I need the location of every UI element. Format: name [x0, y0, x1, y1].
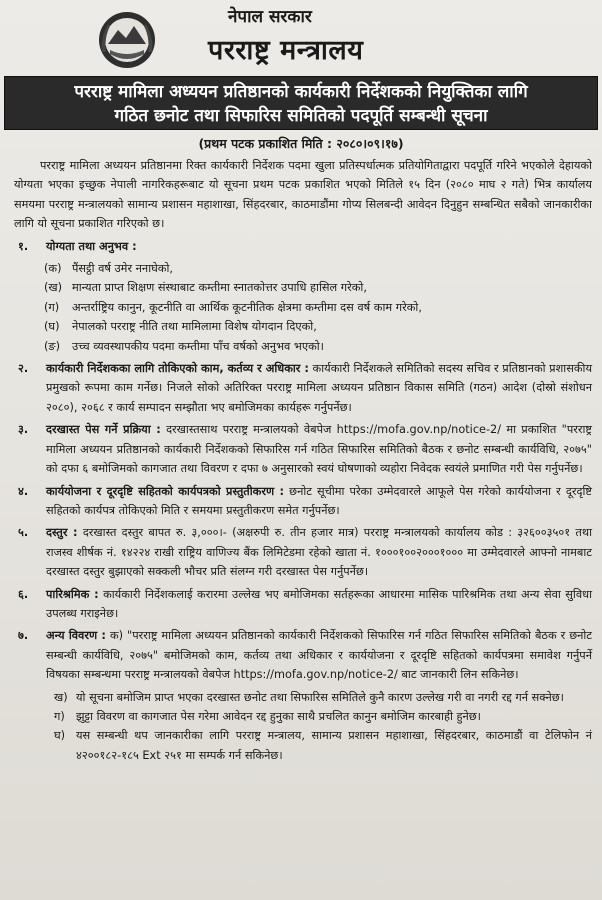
section-qualifications: [14, 237, 592, 256]
intro-paragraph: परराष्ट्र मामिला अध्ययन प्रतिष्ठानमा रिक्त कार्यकारी निर्देशक पदमा खुला प्रतिस्पर्धात्मक प्रतियोगिताद्वारा पदपूर्ति गरिने भएकोले देहायको योग्यता भएका इच्छुक नेपाली नागरिकहरूबाट यो सूचना प्रथम पटक प्रकाशित भएको मितिले १५ दिन (२०८० माघ २ गते) भित्र कार्यालय समयमा परराष्ट्र मन्त्रालयको सामान्य प्रशासन महाशाखा, सिंहदरबार, काठमाडौंमा गोप्य सिलबन्दी आवेदन दिनुहुन सम्बन्धित सबैको जानकारीका लागि यो सूचना प्रकाशित गरिएको छ।: [14, 159, 592, 231]
section-other-details: [14, 626, 592, 684]
section-number: ६.: [18, 587, 29, 601]
list-item: [14, 278, 592, 297]
list-item: [14, 337, 592, 356]
item-label: घ): [54, 729, 66, 743]
notice-title-line-1: परराष्ट्र मामिला अध्ययन प्रतिष्ठानको कार्यकारी निर्देशकको नियुक्तिका लागि: [74, 82, 528, 102]
list-item: [14, 259, 592, 278]
item-text: उच्च व्यवस्थापकीय पदमा कम्तीमा पाँच वर्षको अनुभव भएको।: [72, 339, 324, 353]
list-item: [14, 707, 592, 726]
section-application-process: [14, 420, 592, 478]
section-heading: पारिश्रमिक :: [46, 587, 99, 601]
section-text: छनोट सूचीमा परेका उम्मेदवारले आफूले पेस गरेको कार्ययोजना र दूरदृष्टि सहितको कार्यपत्र तोकिएको मिति र समयमा प्रस्तुतीकरण समेत गर्नुपर्नेछ।: [46, 484, 592, 517]
item-label: (ङ): [44, 339, 61, 353]
section-duties: [14, 359, 592, 417]
notice-title-banner: [4, 76, 598, 130]
section-text: कार्यकारी निर्देशकलाई करारमा उल्लेख भए बमोजिमका सर्तहरूका आधारमा मासिक पारिश्रमिक तथा अन्य सेवा सुविधा उपलब्ध गराइनेछ।: [46, 587, 592, 620]
notice-body: [14, 156, 592, 765]
item-text: पैंसट्ठी वर्ष उमेर ननाघेको,: [72, 262, 173, 276]
section-heading: दस्तुर :: [46, 526, 78, 540]
publish-date: (प्रथम पटक प्रकाशित मिति : २०८०।०९।१७): [198, 136, 404, 151]
section-heading: योग्यता तथा अनुभव :: [46, 239, 137, 253]
item-text: यो सूचना बमोजिम प्राप्त भएका दरखास्त छनोट तथा सिफारिस समितिले कुनै कारण उल्लेख गरी वा नगरी रद्द गर्न सक्नेछ।: [76, 690, 564, 704]
section-remuneration: [14, 585, 592, 624]
notice-title-line-2: गठित छनोट तथा सिफारिस समितिको पदपूर्ति सम्बन्धी सूचना: [114, 106, 488, 126]
section-number: ५.: [18, 526, 29, 540]
item-text: नेपालको परराष्ट्र नीति तथा मामिलामा विशेष योगदान दिएको,: [72, 320, 317, 334]
item-label: (क): [44, 262, 62, 276]
list-item: [14, 726, 592, 765]
item-text: मान्यता प्राप्त शिक्षण संस्थाबाट कम्तीमा स्नातकोत्तर उपाधि हासिल गरेको,: [72, 281, 367, 295]
item-text: यस सम्बन्धी थप जानकारीका लागि परराष्ट्र मन्त्रालय, सामान्य प्रशासन महाशाखा, सिंहदरबार, काठमाडौं वा टेलिफोन नं ४२००१८२-१८५ Ext २५१ मा सम्पर्क गर्न सकिनेछ।: [76, 729, 592, 762]
item-text: अन्तर्राष्ट्रिय कानुन, कूटनीति वा आर्थिक कूटनीतिक क्षेत्रमा कम्तीमा दस वर्ष काम गरेको,: [72, 300, 422, 314]
section-number: २.: [18, 362, 29, 376]
item-label: ख): [54, 690, 68, 704]
section-text: क) "परराष्ट्र मामिला अध्ययन प्रतिष्ठानको कार्यकारी निर्देशकको सिफारिस गर्न गठित सिफारिस समितिको बैठक र छनोट सम्बन्धी कार्यविधि, २०७५" बमोजिमको काम, कर्तव्य तथा अधिकार र कार्ययोजना र दूरदृष्टि सहितको कार्यपत्रमा समावेश गर्नुपर्ने विषयका सम्बन्धमा परराष्ट्र मन्त्रालयको वेबपेज https://mofa.gov.np/notice-2/ बाट जानकारी लिन सकिनेछ।: [46, 629, 593, 682]
section-presentation: [14, 482, 592, 521]
item-label: ग): [54, 709, 65, 723]
section-heading: अन्य विवरण :: [46, 629, 106, 643]
item-label: (ग): [44, 300, 60, 314]
item-text: झुट्टा विवरण वा कागजात पेस गरेमा आवेदन रद्द हुनुका साथै प्रचलित कानुन बमोजिम कारबाही हुनेछ।: [76, 709, 481, 723]
section-heading: दरखास्त पेस गर्ने प्रक्रिया :: [46, 423, 161, 437]
item-label: (घ): [44, 320, 60, 334]
section-text: दरखास्त दस्तुर बापत रु. ३,०००।- (अक्षरुपी रु. तीन हजार मात्र) परराष्ट्र मन्त्रालयको कार्यालय कोड : ३२६००३५०१ तथा राजस्व शीर्षक नं. १४२२४ राखी राष्ट्रिय वाणिज्य बैंक लिमिटेडमा रहेको खाता नं. १०००१००२०००१००० मा उम्मेदवारले आफ्नो नामबाट दरखास्त दस्तुर बुझाएको सक्कली भौचर प्रति संलग्न गरी दरखास्त पेस गर्नुपर्नेछ।: [46, 526, 593, 579]
section-number: ७.: [18, 629, 29, 643]
section-number: ३.: [18, 423, 29, 437]
list-item: [14, 298, 592, 317]
section-heading: कार्यकारी निर्देशकका लागि तोकिएको काम, कर्तव्य र अधिकार :: [46, 362, 309, 376]
section-text: दरखास्तसाथ परराष्ट्र मन्त्रालयको वेबपेज https://mofa.gov.np/notice-2/ मा प्रकाशित "परराष्ट्र मामिला अध्ययन प्रतिष्ठानको कार्यकारी निर्देशकको सिफारिस गर्न गठित सिफारिस समितिको बैठक र छनोट सम्बन्धी कार्यविधि, २०७५" को दफा ६ बमोजिमको कागजात तथा विवरण र दफा ७ अनुसारको स्वयं घोषणाको व्यहोरा निवेदक स्वयंले प्रमाणित गरी पेस गर्नुपर्नेछ।: [46, 423, 592, 476]
section-fee: [14, 523, 592, 581]
government-name: नेपाल सरकार: [228, 7, 312, 27]
item-label: (ख): [44, 281, 63, 295]
section-text: कार्यकारी निर्देशकले समितिको सदस्य सचिव र प्रतिष्ठानको प्रशासकीय प्रमुखको रूपमा काम गर्नेछ। निजले सोको अतिरिक्त परराष्ट्र मामिला अध्ययन प्रतिष्ठान विकास समिति (गठन) आदेश (दोस्रो संशोधन २०८०), २०६८ र कार्य सम्पादन सम्झौता भए बमोजिमका कार्यहरू गर्नुपर्नेछ।: [46, 362, 593, 414]
nepal-emblem-icon: [96, 8, 158, 70]
section-heading: कार्ययोजना र दूरदृष्टि सहितको कार्यपत्रको प्रस्तुतीकरण :: [46, 484, 285, 498]
section-number: ४.: [18, 484, 29, 498]
section-number: १.: [18, 239, 29, 253]
ministry-name: परराष्ट्र मन्त्रालय: [208, 35, 364, 66]
header: [0, 0, 602, 72]
list-item: [14, 688, 592, 707]
list-item: [14, 317, 592, 336]
